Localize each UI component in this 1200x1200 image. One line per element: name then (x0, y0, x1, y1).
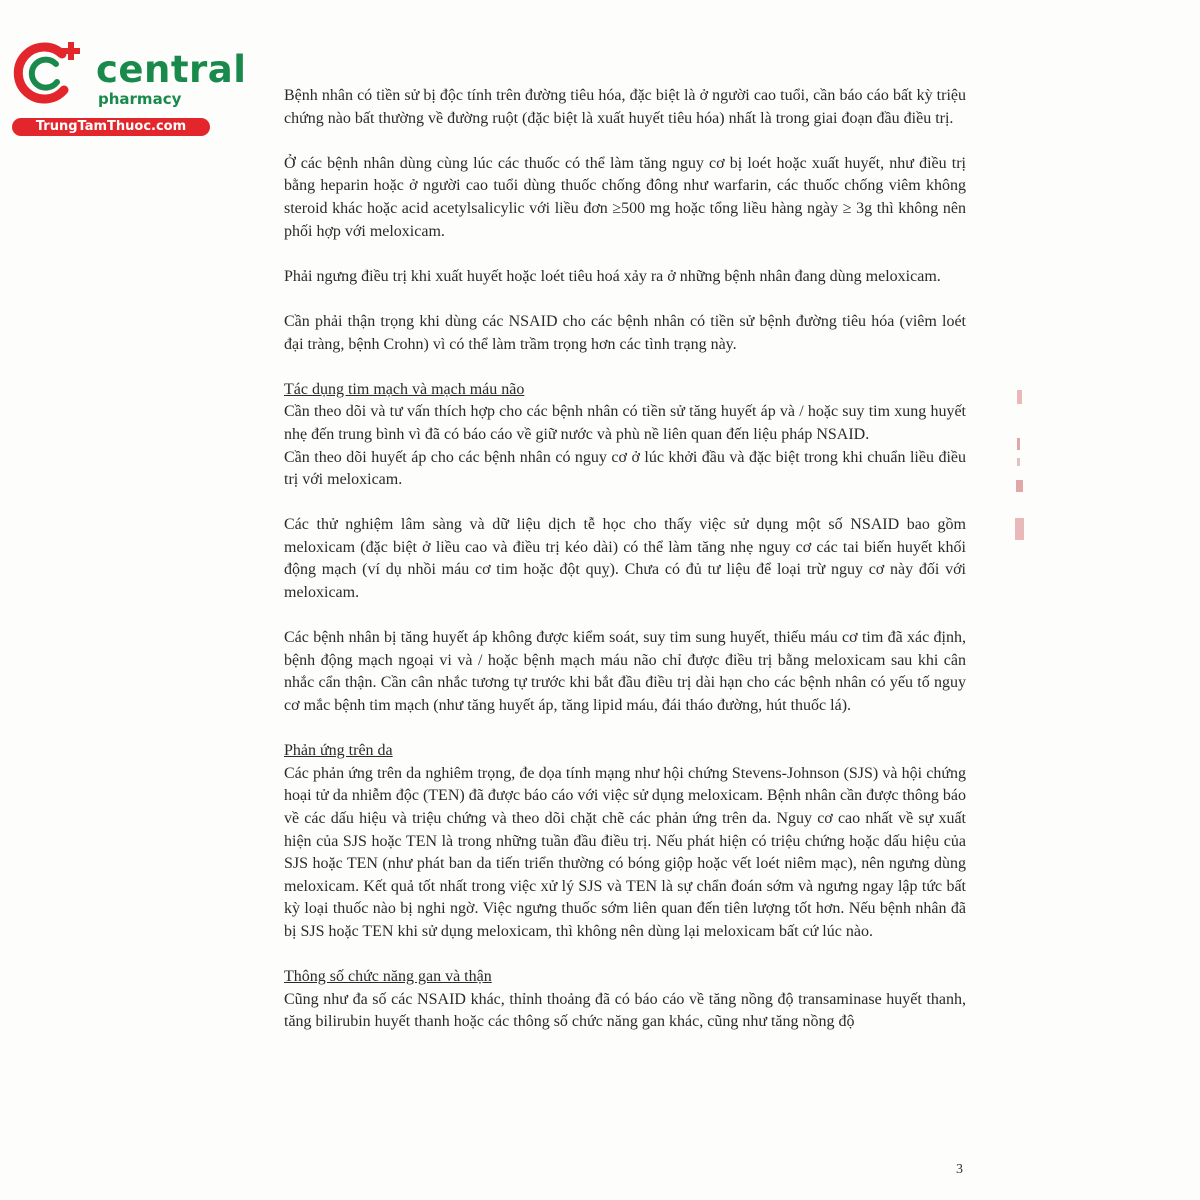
margin-stamp-marks (1012, 390, 1028, 550)
paragraph: Các bệnh nhân bị tăng huyết áp không được kiểm soát, suy tim sung huyết, thiếu máu cơ tim đã xác định, bệnh động mạch ngoại vi và / hoặc bệnh mạch máu não chỉ được điều trị bằng meloxicam sau khi cân nhắc cẩn thận. Cần cân nhắc tương tự trước khi bắt đầu điều trị dài hạn cho các bệnh nhân có yếu tố nguy cơ mắc bệnh tim mạch (như tăng huyết áp, tăng lipid máu, đái tháo đường, hút thuốc lá). (284, 629, 966, 715)
paragraph: Cần theo dõi và tư vấn thích hợp cho các bệnh nhân có tiền sử tăng huyết áp và / hoặc suy tim xung huyết nhẹ đến trung bình vì đã có báo cáo về giữ nước và phù nề liên quan đến liệu pháp NSAID. (284, 403, 966, 443)
logo-website-badge: TrungTamThuoc.com (12, 118, 210, 136)
paragraph: Ở các bệnh nhân dùng cùng lúc các thuốc có thể làm tăng nguy cơ bị loét hoặc xuất huyết, như điều trị bằng heparin hoặc ở người cao tuổi dùng thuốc chống đông như warfarin, các thuốc chống viêm không steroid khác hoặc acid acetylsalicylic với liều đơn ≥500 mg hoặc tổng liều hàng ngày ≥ 3g thì không nên phối hợp với meloxicam. (284, 154, 966, 240)
paragraph: Cũng như đa số các NSAID khác, thỉnh thoảng đã có báo cáo về tăng nồng độ transaminase huyết thanh, tăng bilirubin huyết thanh hoặc các thông số chức năng gan khác, cũng như tăng nồng độ (284, 990, 966, 1031)
paragraph: Các phản ứng trên da nghiêm trọng, đe dọa tính mạng như hội chứng Stevens-Johnson (SJS) và hội chứng hoại tử da nhiễm độc (TEN) đã được báo cáo với việc sử dụng meloxicam. Bệnh nhân cần được thông báo về các dấu hiệu và triệu chứng và theo dõi chặt chẽ các phản ứng trên da. Nguy cơ cao nhất về sự xuất hiện của SJS hoặc TEN là trong những tuần đầu điều trị. Nếu phát hiện có triệu chứng hoặc dấu hiệu của SJS hoặc TEN (như phát ban da tiến triển thường có bóng giộp hoặc vết loét niêm mạc), nên ngưng dùng meloxicam. Kết quả tốt nhất trong việc xử lý SJS và TEN là sự chẩn đoán sớm và ngưng ngay lập tức bất kỳ loại thuốc nào bị nghi ngờ. Việc ngưng thuốc sớm liên quan đến tiên lượng tốt hơn. Nếu bệnh nhân đã bị SJS hoặc TEN khi sử dụng meloxicam, thì không nên dùng lại meloxicam bất cứ lúc nào. (284, 764, 966, 940)
section-heading: Tác dụng tim mạch và mạch máu não (284, 380, 525, 398)
paragraph: Bệnh nhân có tiền sử bị độc tính trên đường tiêu hóa, đặc biệt là ở người cao tuổi, cần báo cáo bất kỳ triệu chứng nào bất thường về đường ruột (đặc biệt là xuất huyết tiêu hóa) nhất là trong giai đoạn đầu điều trị. (284, 87, 966, 127)
section-liver-kidney (284, 966, 966, 1034)
section-heading: Thông số chức năng gan và thận (284, 968, 492, 986)
central-pharmacy-logo (10, 38, 247, 138)
section-skin-reactions (284, 740, 966, 943)
logo-mark-icon (12, 40, 86, 106)
paragraph: Cần phải thận trọng khi dùng các NSAID cho các bệnh nhân có tiền sử bệnh đường tiêu hóa (viêm loét đại tràng, bệnh Crohn) vì có thể làm trầm trọng hơn các tình trạng này. (284, 312, 966, 353)
logo-subtitle: pharmacy (98, 90, 182, 108)
logo-name: central (96, 48, 247, 91)
section-cardiovascular (284, 379, 966, 492)
page-number: 3 (956, 1162, 963, 1177)
paragraph: Các thử nghiệm lâm sàng và dữ liệu dịch tễ học cho thấy việc sử dụng một số NSAID bao gồm meloxicam (đặc biệt ở liều cao và điều trị kéo dài) có thể làm tăng nhẹ nguy cơ các tai biến huyết khối động mạch (ví dụ nhồi máu cơ tim hoặc đột quỵ). Chưa có đủ tư liệu để loại trừ nguy cơ này đối với meloxicam. (284, 516, 966, 602)
paragraph: Phải ngưng điều trị khi xuất huyết hoặc loét tiêu hoá xảy ra ở những bệnh nhân đang dùng meloxicam. (284, 267, 941, 285)
document-body (284, 85, 966, 1057)
paragraph: Cần theo dõi huyết áp cho các bệnh nhân có nguy cơ ở lúc khởi đầu và đặc biệt trong khi chuẩn liều điều trị với meloxicam. (284, 448, 966, 489)
section-heading: Phản ứng trên da (284, 742, 393, 760)
